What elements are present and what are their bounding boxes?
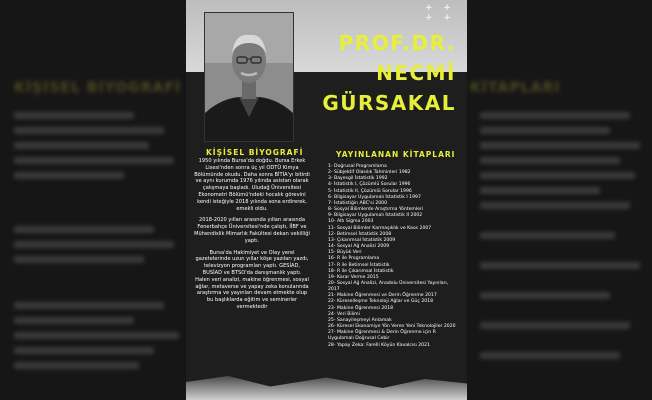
book-item: 3- Bayesgil İstatistik 1992 xyxy=(328,176,388,182)
book-item: 7- İstatistiğin ABC'si 2000 xyxy=(328,200,388,206)
book-item: 26- Küresel Ekonomiye Yön Veren Yeni Teknolojiler 2020 xyxy=(328,324,456,330)
book-item: 2- Sübjektif Olasılık Tahminleri 1982 xyxy=(328,170,411,176)
background-ghost-heading-right: KİTAPLARI xyxy=(470,80,561,96)
bio-paragraph: 1950 yılında Bursa'da doğdu. Bursa Erkek Lisesi'nden sonra üç yıl ODTÜ Kimya Bölümünde okudu. Daha sonra BİTİA'yı bitirdi ve aynı kurumda 1976 yılında asistan olarak çalışmaya başladı. Uludağ Üniversitesi Ekonometri Bölümü'ndeki hocalık görevini kendi isteğiyle 2018 yılında sona erdirerek, emekli oldu. xyxy=(194,158,310,212)
book-item: 19- Karar Verme 2015 xyxy=(328,274,379,280)
book-item: 8- Sosyal Bilimlerde Araştırma Yöntemleri xyxy=(328,207,424,213)
book-item: 6- Bilgisayar Uygulamalı İstatistik I 1997 xyxy=(328,194,421,200)
book-item: 4- İstatistik I, Çözümlü Sorular 1996 xyxy=(328,182,411,188)
poster xyxy=(186,0,467,400)
book-item: 20- Sosyal Ağ Analizi, Anadolu Üniversitesi Yayınları, 2017 xyxy=(328,280,450,293)
book-item: 27- Makine Öğrenmesi & Derin Öğrenme için R Uygulamalı Doğrusal Cebir xyxy=(328,330,438,342)
bio-heading: KİŞİSEL BİYOGRAFİ xyxy=(206,148,304,157)
bio-paragraph: 2018-2020 yılları arasında yılları arasında Fenerbahçe Üniversitesi'nde çalıştı, İİBF ve Mühendislik Mimarlık Fakültesi dekan vekilliği yaptı. xyxy=(194,217,310,244)
book-item: 21- Makine Öğrenmesi ve Derin Öğrenme 2017 xyxy=(328,293,437,299)
book-item: 13- Çıkarımsal İstatistik 2009 xyxy=(328,237,396,243)
book-item: 22- Küreselleşme Teknoloji Ağlar ve Güç 2018 xyxy=(328,299,434,305)
book-item: 11- Sosyal Bilimler Karmaşıklık ve Kaos 2007 xyxy=(328,225,432,231)
book-item: 12- Betimsel İstatistik 2008 xyxy=(328,231,392,237)
bio-paragraph: Bursa'da Hakimiyet ve Olay yerel gazetelerinde uzun yıllar köşe yazıları yazdı, televizyon programları yaptı. GESİAD, BUSİAD ve BTSO'da danışmanlık yaptı. Halen veri analizi, makine öğrenmesi, sosyal ağlar, metaverse ve yapay zeka konularında araştırma ve yayınları devam etmekte olup bu başlıklarda eğitim ve seminerler vermektedir xyxy=(195,249,309,310)
book-item: 23- Makine Öğrenmesi 2018 xyxy=(328,305,394,311)
book-item: 15- Büyük Veri xyxy=(328,250,362,256)
name-first: NECMİ xyxy=(376,61,456,85)
torn-paper-bottom xyxy=(186,370,467,400)
name-title: PROF.DR. xyxy=(338,31,456,55)
background-ghost-heading-left: KİŞİSEL BİYOGRAFİ xyxy=(14,80,182,96)
book-item: 9- Bilgisayar Uygulamalı İstatistik II 2002 xyxy=(328,213,423,219)
book-item: 5- İstatistik II, Çözümlü Sorular 1996 xyxy=(328,188,412,194)
book-item: 28- Yapay Zeka: Farelli Köyün Kavalcısı 2021 xyxy=(328,342,430,348)
book-item: 1- Doğrusal Programlama xyxy=(328,164,387,169)
books-heading: YAYINLANAN KİTAPLARI xyxy=(336,150,456,159)
decor-stars: + + + + xyxy=(425,3,455,23)
book-item: 16- R ile Programlama xyxy=(328,256,380,262)
book-item: 14- Sosyal Ağ Analizi 2009 xyxy=(328,244,390,250)
book-item: 10- Altı Sigma 2003 xyxy=(328,219,374,225)
biography-text xyxy=(194,158,310,316)
book-item: 25- Sanayileşmeyi Anlamak xyxy=(328,317,392,323)
books-list xyxy=(328,164,460,349)
name-last: GÜRSAKAL xyxy=(322,91,456,115)
book-item: 24- Veri Bilimi xyxy=(328,311,360,317)
portrait-photo xyxy=(204,12,294,142)
book-item: 17- R ile Betimsel İstatistik xyxy=(328,262,390,268)
book-item: 18- R ile Çıkarımsal İstatistik xyxy=(328,268,394,274)
